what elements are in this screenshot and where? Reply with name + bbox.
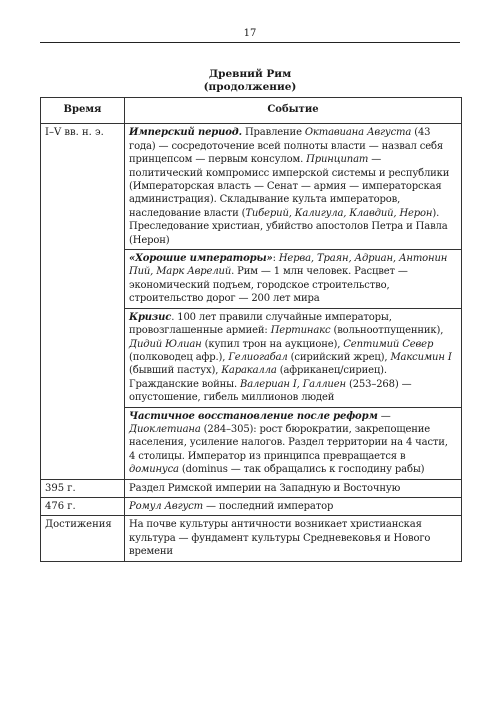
event-cell: На почве культуры античности возникает христианская культура — фундамент культуры Средневековья и Нового времени	[125, 516, 462, 561]
text-run: (бывший пастух),	[129, 365, 222, 377]
heading-crisis: Кризис	[129, 311, 172, 323]
text-run: — последний император	[202, 500, 334, 512]
text-run: (dominus — так обращались к господину рабы)	[178, 464, 425, 476]
event-imperial-period	[125, 124, 462, 250]
term-principate: Принципат	[306, 154, 369, 166]
text-run: (253–268) — опустошение, гибель миллионов людей	[129, 378, 412, 404]
history-table	[40, 97, 462, 562]
name-diocletian: Диоклетиана	[129, 423, 201, 435]
time-cell: 476 г.	[41, 497, 125, 515]
title-line-1: Древний Рим	[208, 68, 292, 80]
period-cell: I–V вв. н. э.	[41, 124, 125, 479]
name-caracalla: Каракалла	[221, 365, 277, 377]
text-run: . 100 лет правили случайные императоры, провозглашенные армией:	[129, 311, 392, 337]
title-line-2: (продолжение)	[203, 81, 297, 93]
text-run: —	[377, 410, 391, 422]
heading-good-emperors: «Хорошие императоры»	[129, 253, 273, 265]
text-run: — политический компромисс имперской системы и республики (Императорская власть — Сенат — армия — императорская администрация). Складывание культа императоров, наследование власти (	[129, 154, 450, 219]
text-run: ). Преследование христиан, убийство апостолов Петра и Павла (Нерон)	[129, 207, 448, 246]
text-run: (284–305): рост бюрократии, закрепощение населения, усиление налогов. Раздел территории на 4 части, 4 столицы. Император из принципса превращается в	[129, 423, 448, 462]
name-romulus-augustus: Ромул Август	[129, 500, 203, 512]
names-valerian-gallienus: Валериан I, Галлиен	[240, 378, 346, 390]
name-octavian: Октавиана Августа	[304, 127, 412, 139]
text-run: Правление	[241, 127, 305, 139]
event-crisis	[125, 308, 462, 407]
name-septimius-severus: Септимий Север	[343, 338, 434, 350]
column-header-event: Событие	[125, 98, 462, 124]
event-cell: Раздел Римской империи на Западную и Восточную	[125, 479, 462, 497]
table-row	[41, 497, 462, 515]
text-run: (вольноотпущенник),	[330, 325, 444, 337]
column-header-time: Время	[41, 98, 125, 124]
table-header-row	[41, 98, 462, 124]
text-run: (сирийский жрец),	[287, 351, 391, 363]
name-heliogabalus: Гелиогабал	[228, 351, 288, 363]
event-cell	[125, 497, 462, 515]
text-run: (африканец/сириец). Гражданские войны.	[129, 365, 387, 390]
text-run: (43 года) — сосредоточение всей полноты власти — назвал себя принцепсом — первым консулом.	[129, 127, 444, 166]
heading-imperial: Имперский период.	[129, 127, 242, 139]
term-dominus: доминуса	[129, 464, 179, 476]
names-good-emperors: Нерва, Траян, Адриан, Антонин Пий, Марк Аврелий	[129, 253, 448, 278]
text-run: . Рим — 1 млн человек. Расцвет — экономический подъем, городское строительство, строительство дорог — 200 лет мира	[129, 266, 408, 305]
table-row	[41, 479, 462, 497]
text-run: (полководец афр.),	[129, 351, 229, 363]
names-emperors: Тиберий, Калигула, Клавдий, Нерон	[245, 207, 433, 219]
time-cell: 395 г.	[41, 479, 125, 497]
text-run: (купил трон на аукционе),	[201, 338, 344, 350]
name-maximinus: Максимин I	[390, 351, 452, 363]
document-title	[0, 68, 500, 94]
heading-restoration: Частичное восстановление после реформ	[129, 410, 378, 422]
text-run: :	[272, 253, 279, 265]
table-row	[41, 516, 462, 561]
page-number: 17	[243, 28, 257, 39]
event-restoration	[125, 407, 462, 479]
table-row	[41, 124, 462, 250]
name-pertinax: Пертинакс	[270, 325, 331, 337]
event-good-emperors	[125, 250, 462, 309]
time-cell: Достижения	[41, 516, 125, 561]
name-didius-julianus: Дидий Юлиан	[129, 338, 202, 350]
header-rule	[40, 42, 460, 43]
